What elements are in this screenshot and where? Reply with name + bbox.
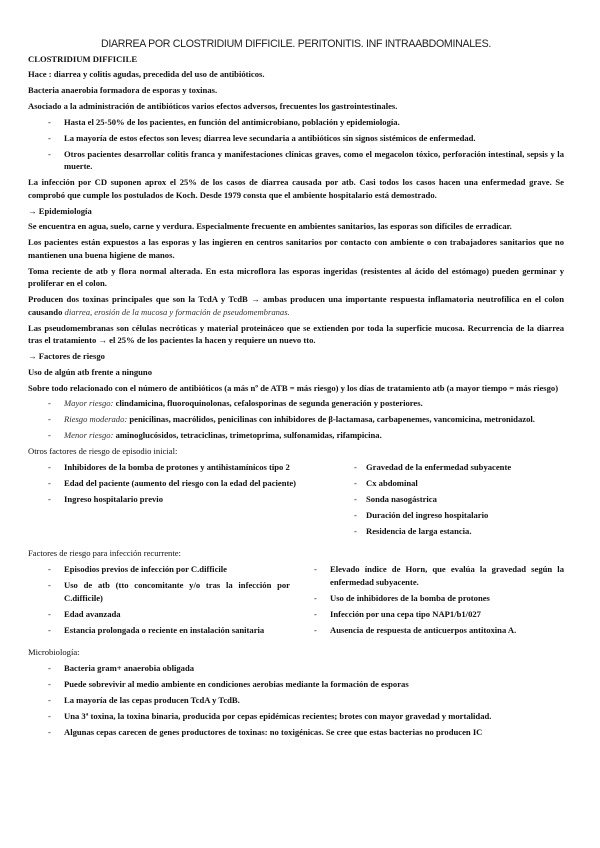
bullet-dash-icon: - [48, 608, 51, 619]
list-item [28, 726, 564, 739]
list-item [28, 148, 564, 173]
text-segment: La infección por CD suponen aprox el 25% de los casos de diarrea causada por atb. Casi todos los casos hacen una enfermedad grave. Se comprobó que cumple los postulados de Koch. Desde 1979 consta que el ambiente hospitalario está demostrado. [28, 177, 564, 200]
bullet-dash-icon: - [48, 493, 51, 504]
text-segment: La mayoría de las cepas producen TcdA y TcdB. [64, 695, 240, 706]
text-segment: Ingreso hospitalario previo [64, 493, 163, 504]
text-segment: Hace : diarrea y colitis agudas, precedida del uso de antibióticos. [28, 69, 265, 80]
list-item [28, 477, 298, 490]
bullet-list [28, 397, 564, 441]
bullet-list [28, 563, 290, 639]
list-item [28, 429, 564, 442]
paragraph [28, 445, 564, 458]
paragraph [28, 265, 564, 290]
list-item [28, 461, 298, 474]
bullet-dash-icon: - [48, 477, 51, 488]
bullet-dash-icon: - [48, 116, 51, 127]
text-segment: Edad avanzada [64, 608, 121, 619]
italic-text: Mayor riesgo: [64, 398, 116, 409]
bullet-dash-icon: - [48, 624, 51, 635]
list-item [334, 461, 564, 474]
italic-text: Menor riesgo: [64, 430, 116, 441]
text-segment: Otros pacientes desarrollar colitis franca y manifestaciones clínicas graves, como el megacolon tóxico, perforación intestinal, sepsis y la muerte. [64, 148, 564, 172]
text-segment: Se encuentra en agua, suelo, carne y verdura. Especialmente frecuente en ambientes sanitarios, las esporas son difíciles de erradicar. [28, 221, 512, 232]
text-segment: penicilinas, macrólidos, penicilinas con inhibidores de β-lactamasa, carbapenemes, vancomicina, metronidazol. [129, 414, 535, 425]
text-segment: Ausencia de respuesta de anticuerpos antitoxina A. [330, 624, 517, 635]
text-segment: clindamicina, fluoroquinolonas, cefalosporinas de segunda generación y posteriores. [115, 398, 423, 409]
document-page [28, 38, 564, 742]
list-item [28, 579, 290, 604]
paragraph [28, 220, 564, 233]
list-item [334, 477, 564, 490]
text-segment: La mayoría de estos efectos son leves; diarrea leve secundaria a antibióticos sin signos sistémicos de enfermedad. [64, 132, 476, 143]
paragraph [28, 176, 564, 201]
text-segment: Infección por una cepa tipo NAP1/b1/027 [330, 608, 481, 619]
text-segment: Bacteria gram+ anaerobia obligada [64, 663, 195, 674]
text-segment: Puede sobrevivir al medio ambiente en condiciones aerobias mediante la formación de esporas [64, 679, 409, 690]
list-item [28, 624, 290, 637]
text-segment: Otros factores de riesgo de episodio inicial: [28, 446, 178, 457]
text-segment: aminoglucósidos, tetraciclinas, trimetoprima, sulfonamidas, rifampicina. [115, 430, 382, 441]
bullet-dash-icon: - [314, 564, 317, 575]
section-heading: → Epidemiología [28, 205, 92, 216]
document-title: DIARREA POR CLOSTRIDIUM DIFFICILE. PERITONITIS. INF INTRAABDOMINALES. [101, 38, 491, 50]
section-heading: CLOSTRIDIUM DIFFICILE [28, 53, 138, 64]
list-item [334, 493, 564, 506]
bullet-dash-icon: - [48, 398, 51, 409]
text-segment: Uso de inhibidores de la bomba de protones [330, 592, 490, 603]
list-item [28, 493, 298, 506]
paragraph [28, 322, 564, 347]
bullet-dash-icon: - [314, 592, 317, 603]
document-body [28, 53, 564, 739]
text-segment: Una 3ª toxina, la toxina binaria, producida por cepas epidémicas recientes; brotes con mayor gravedad y mortalidad. [64, 711, 492, 722]
bullet-dash-icon: - [48, 679, 51, 690]
list-item [302, 624, 564, 637]
bullet-dash-icon: - [48, 564, 51, 575]
text-segment: Uso de algún atb frente a ninguno [28, 366, 152, 377]
list-item [28, 608, 290, 621]
bullet-dash-icon: - [314, 624, 317, 635]
list-item [28, 710, 564, 723]
bullet-dash-icon: - [48, 430, 51, 441]
bullet-dash-icon: - [314, 608, 317, 619]
two-column-list [28, 563, 564, 642]
paragraph [28, 68, 564, 81]
paragraph [28, 382, 564, 395]
text-segment: Producen dos toxinas principales que son la TcdA y TcdB → ambas producen una importante respuesta inflamatoria neutrofílica en el colon causando [28, 294, 564, 317]
bullet-dash-icon: - [48, 695, 51, 706]
text-segment: Residencia de larga estancia. [366, 525, 472, 536]
bullet-list [334, 461, 564, 540]
bullet-dash-icon: - [354, 477, 357, 488]
text-segment: Microbiología: [28, 647, 80, 658]
paragraph [28, 646, 564, 659]
text-segment: Asociado a la administración de antibióticos varios efectos adversos, frecuentes los gastrointestinales. [28, 100, 398, 111]
list-item [302, 592, 564, 605]
list-item [28, 678, 564, 691]
bullet-dash-icon: - [48, 663, 51, 674]
text-segment: Los pacientes están expuestos a las esporas y las ingieren en centros sanitarios por contacto con ambiente o con trabajadores sanitarios que no mantienen una buena higiene de manos. [28, 237, 564, 260]
paragraph [28, 100, 564, 113]
text-segment: Las pseudomembranas son células necróticas y material proteináceo que se extienden por toda la superficie mucosa. Recurrencia de la diarrea tras el tratamiento → el 25% de los pacientes la hacen y requiere un nuevo tto. [28, 322, 564, 346]
list-item [302, 563, 564, 588]
text-segment: Toma reciente de atb y flora normal alterada. En esta microflora las esporas ingeridas (resistentes al ácido del estómago) pueden germinar y proliferar en el colon. [28, 265, 564, 289]
section-heading: → Factores de riesgo [28, 351, 105, 362]
italic-text: diarrea, erosión de la mucosa y formación de pseudomembranas. [64, 306, 290, 317]
list-item [302, 608, 564, 621]
text-segment: Sonda nasogástrica [366, 493, 437, 504]
bullet-dash-icon: - [48, 580, 51, 591]
bullet-dash-icon: - [48, 711, 51, 722]
paragraph [28, 547, 564, 560]
italic-text: Riesgo moderado: [64, 414, 130, 425]
bullet-dash-icon: - [48, 461, 51, 472]
two-column-list [28, 461, 564, 543]
list-item [334, 509, 564, 522]
list-item [28, 662, 564, 675]
list-item [28, 563, 290, 576]
bullet-dash-icon: - [354, 509, 357, 520]
bullet-dash-icon: - [354, 493, 357, 504]
list-item [28, 116, 564, 129]
text-segment: Gravedad de la enfermedad subyacente [366, 461, 512, 472]
text-segment: Algunas cepas carecen de genes productores de toxinas: no toxigénicas. Se cree que estas bacterias no producen IC [64, 726, 483, 737]
bullet-dash-icon: - [48, 148, 51, 159]
text-segment: Factores de riesgo para infección recurrente: [28, 548, 181, 559]
list-item [28, 397, 564, 410]
text-segment: Edad del paciente (aumento del riesgo con la edad del paciente) [64, 477, 297, 488]
paragraph [28, 84, 564, 97]
bullet-list [28, 461, 298, 540]
text-segment: Cx abdominal [366, 477, 418, 488]
bullet-list [28, 116, 564, 173]
bullet-list [28, 662, 564, 738]
paragraph [28, 293, 564, 318]
text-segment: Duración del ingreso hospitalario [366, 509, 489, 520]
bullet-dash-icon: - [354, 461, 357, 472]
text-segment: Hasta el 25-50% de los pacientes, en función del antimicrobiano, población y epidemiología. [64, 116, 400, 127]
bullet-dash-icon: - [48, 726, 51, 737]
text-segment: Sobre todo relacionado con el número de antibióticos (a más nº de ATB = más riesgo) y los días de tratamiento atb (a mayor tiempo = más riesgo) [28, 382, 559, 393]
text-segment: Bacteria anaerobia formadora de esporas y toxinas. [28, 85, 218, 96]
bullet-dash-icon: - [48, 132, 51, 143]
bullet-dash-icon: - [354, 525, 357, 536]
list-item [28, 413, 564, 426]
text-segment: Elevado índice de Horn, que evalúa la gravedad según la enfermedad subyacente. [330, 564, 564, 587]
text-segment: Estancia prolongada o reciente en instalación sanitaria [64, 624, 265, 635]
text-segment: Episodios previos de infección por C.difficile [64, 564, 227, 575]
paragraph [28, 366, 564, 379]
text-segment: Inhibidores de la bomba de protones y antihistamínicos tipo 2 [64, 461, 290, 472]
list-item [334, 525, 564, 538]
list-item [28, 132, 564, 145]
list-item [28, 694, 564, 707]
paragraph [28, 236, 564, 261]
bullet-dash-icon: - [48, 414, 51, 425]
text-segment: Uso de atb (tto concomitante y/o tras la infección por C.difficile) [64, 580, 290, 603]
bullet-list [302, 563, 564, 639]
